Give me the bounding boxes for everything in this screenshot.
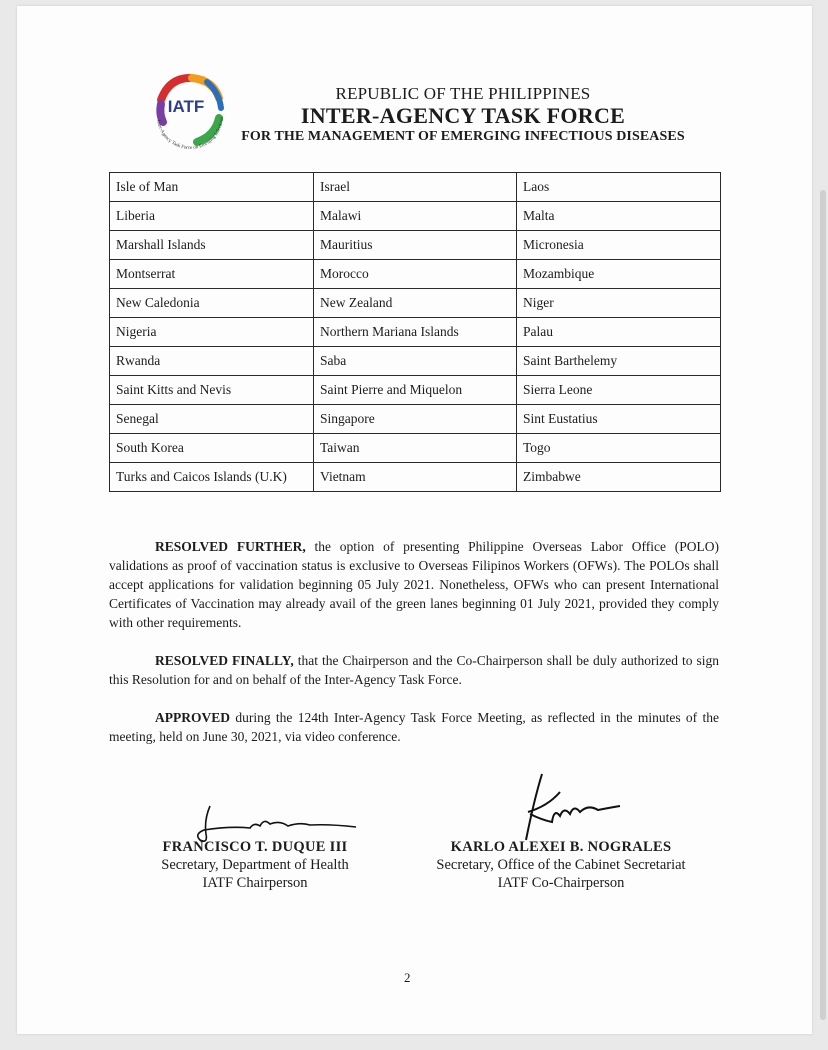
table-cell: Isle of Man xyxy=(110,173,314,202)
table-cell: Nigeria xyxy=(110,318,314,347)
table-cell: Montserrat xyxy=(110,260,314,289)
table-cell: Mozambique xyxy=(517,260,721,289)
header-republic: REPUBLIC OF THE PHILIPPINES xyxy=(335,84,591,103)
table-cell: Sint Eustatius xyxy=(517,405,721,434)
table-cell: Singapore xyxy=(314,405,517,434)
table-cell: Palau xyxy=(517,318,721,347)
table-cell: South Korea xyxy=(110,434,314,463)
logo-ring-text: Inter-Agency Task Force on Emerging Infectious xyxy=(155,116,225,152)
signatory-role: IATF Co-Chairperson xyxy=(497,875,625,891)
signatory-name: FRANCISCO T. DUQUE III xyxy=(162,839,348,855)
table-row xyxy=(110,173,721,202)
table-cell: Senegal xyxy=(110,405,314,434)
iatf-logo xyxy=(147,70,233,156)
table-row xyxy=(110,289,721,318)
table-cell: Israel xyxy=(314,173,517,202)
table-row xyxy=(110,376,721,405)
table-row xyxy=(110,231,721,260)
paragraph-lead: APPROVED xyxy=(155,710,230,725)
table-cell: Vietnam xyxy=(314,463,517,492)
table-row xyxy=(110,434,721,463)
table-row xyxy=(110,202,721,231)
table-row xyxy=(110,405,721,434)
approved-paragraph xyxy=(109,708,719,746)
signatory-right xyxy=(418,838,704,892)
signatory-name: KARLO ALEXEI B. NOGRALES xyxy=(450,839,672,855)
logo-text: IATF xyxy=(167,97,205,116)
letterhead xyxy=(237,84,689,146)
paragraph-body: during the 124th Inter-Agency Task Force Meeting, as reflected in the minutes of the meeting, held on June 30, 2021, via video conference. xyxy=(109,710,719,744)
countries-table xyxy=(109,172,721,492)
table-row xyxy=(110,463,721,492)
resolved-further-paragraph xyxy=(109,537,719,632)
table-cell: Saint Pierre and Miquelon xyxy=(314,376,517,405)
signatory-title: Secretary, Department of Health xyxy=(161,857,349,873)
table-cell: Sierra Leone xyxy=(517,376,721,405)
resolved-finally-paragraph xyxy=(109,651,719,689)
table-cell: Saint Barthelemy xyxy=(517,347,721,376)
table-cell: Turks and Caicos Islands (U.K) xyxy=(110,463,314,492)
table-cell: Marshall Islands xyxy=(110,231,314,260)
table-cell: Malta xyxy=(517,202,721,231)
page-number: 2 xyxy=(404,970,411,985)
header-agency: INTER-AGENCY TASK FORCE xyxy=(300,103,626,128)
table-cell: Taiwan xyxy=(314,434,517,463)
table-row xyxy=(110,347,721,376)
table-cell: Malawi xyxy=(314,202,517,231)
table-cell: Northern Mariana Islands xyxy=(314,318,517,347)
scrollbar[interactable] xyxy=(820,190,826,1020)
table-cell: Togo xyxy=(517,434,721,463)
table-cell: Saint Kitts and Nevis xyxy=(110,376,314,405)
table-cell: Niger xyxy=(517,289,721,318)
table-cell: New Zealand xyxy=(314,289,517,318)
paragraph-lead: RESOLVED FURTHER, xyxy=(155,539,306,554)
paragraph-body: the option of presenting Philippine Overseas Labor Office (POLO) validations as proof of vaccination status is exclusive to Overseas Filipinos Workers (OFWs). The POLOs shall accept applications for validation beginning 05 July 2021. Nonetheless, OFWs who can present International Certificates of Vaccination may already avail of the green lanes beginning 01 July 2021, provided they comply with other requirements. xyxy=(109,539,720,630)
table-row xyxy=(110,260,721,289)
signatory-title: Secretary, Office of the Cabinet Secretariat xyxy=(436,857,686,873)
table-cell: Liberia xyxy=(110,202,314,231)
paragraph-body: that the Chairperson and the Co-Chairperson shall be duly authorized to sign this Resolution for and on behalf of the Inter-Agency Task Force. xyxy=(109,653,720,687)
table-cell: Mauritius xyxy=(314,231,517,260)
table-cell: Zimbabwe xyxy=(517,463,721,492)
table-cell: Morocco xyxy=(314,260,517,289)
table-cell: New Caledonia xyxy=(110,289,314,318)
table-cell: Saba xyxy=(314,347,517,376)
signatory-role: IATF Chairperson xyxy=(202,875,308,891)
signatory-left xyxy=(140,838,370,892)
paragraph-lead: RESOLVED FINALLY, xyxy=(155,653,294,668)
table-cell: Micronesia xyxy=(517,231,721,260)
table-row xyxy=(110,318,721,347)
header-subtitle: FOR THE MANAGEMENT OF EMERGING INFECTIOUS DISEASES xyxy=(241,129,685,144)
table-cell: Laos xyxy=(517,173,721,202)
table-cell: Rwanda xyxy=(110,347,314,376)
